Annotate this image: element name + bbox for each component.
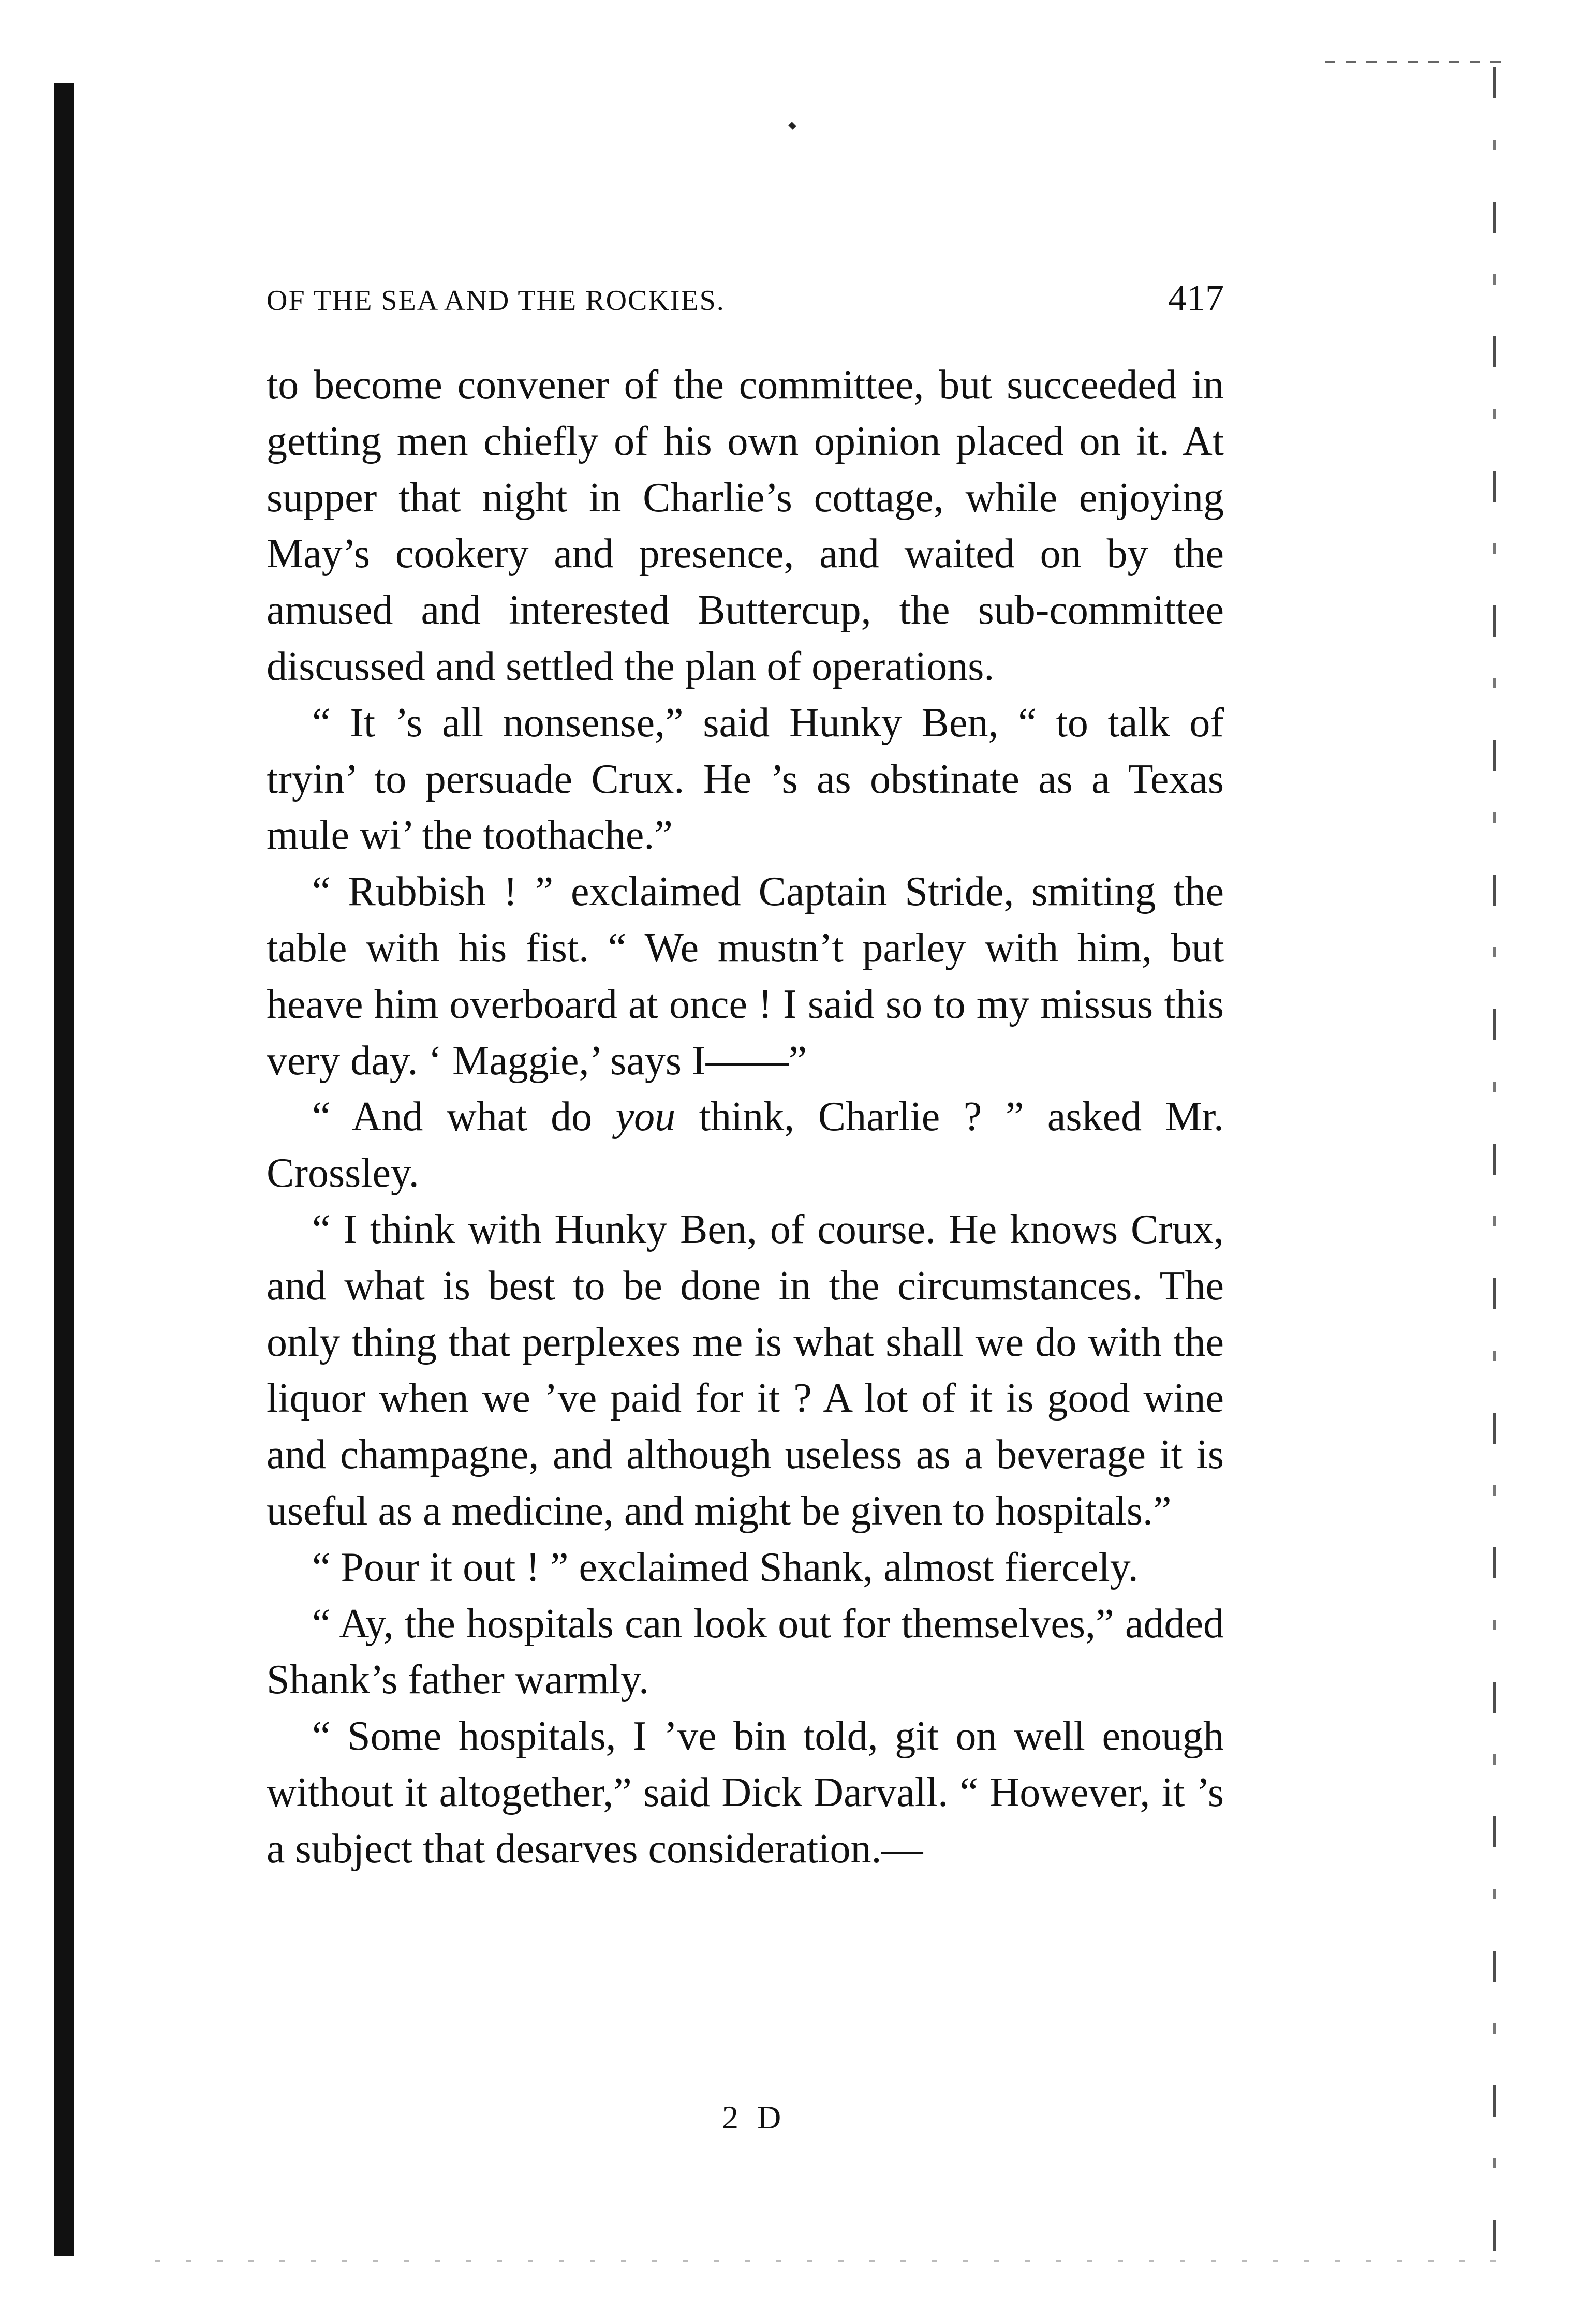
body-text xyxy=(267,357,1224,1877)
running-head xyxy=(267,277,1224,323)
emphasis-text: you xyxy=(615,1094,676,1140)
paragraph: to become convener of the committee, but succeeded in getting men chiefly of his own opinion placed on it. At supper that night in Charlie’s cottage, while enjoying May’s cookery and presence, and waited on by the amused and interested Buttercup, the sub-committee discussed and settled the plan of operations. xyxy=(267,362,1224,689)
ink-speck xyxy=(788,122,796,130)
paragraph: “ Pour it out ! ” exclaimed Shank, almost fiercely. xyxy=(312,1544,1139,1590)
paragraph xyxy=(267,1089,1224,1202)
page-number: 417 xyxy=(1168,277,1224,319)
scan-artifact-top xyxy=(1325,61,1501,63)
paragraph: “ Some hospitals, I ’ve bin told, git on well enough without it altogether,” said Dick Darvall. “ However, it ’s a subject that desarves consideration.— xyxy=(267,1713,1224,1872)
paragraph-text: “ And what do xyxy=(312,1094,616,1140)
signature-mark: 2 D xyxy=(722,2099,787,2136)
page-edge-shadow xyxy=(1493,67,1496,2287)
binding-edge xyxy=(54,83,74,2256)
paragraph-text: think, Charlie ? ” asked Mr. Crossley. xyxy=(267,1094,1224,1196)
paragraph: “ Rubbish ! ” exclaimed Captain Stride, smiting the table with his fist. “ We mustn’t parley with him, but heave him overboard at once ! I said so to my missus this very day. ‘ Maggie,’ says I——” xyxy=(267,869,1224,1084)
paragraph: “ Ay, the hospitals can look out for themselves,” added Shank’s father warmly. xyxy=(267,1601,1224,1703)
scan-artifact-bottom xyxy=(155,2260,1501,2262)
paragraph: “ It ’s all nonsense,” said Hunky Ben, “ to talk of tryin’ to persuade Crux. He ’s as obstinate as a Texas mule wi’ the toothache.” xyxy=(267,700,1224,859)
running-title: OF THE SEA AND THE ROCKIES. xyxy=(267,285,725,317)
paragraph: “ I think with Hunky Ben, of course. He knows Crux, and what is best to be done in the circumstances. The only thing that perplexes me is what shall we do with the liquor when we ’ve paid for it ? A lot of it is good wine and champagne, and although useless as a beverage it is useful as a medicine, and might be given to hospitals.” xyxy=(267,1206,1224,1534)
